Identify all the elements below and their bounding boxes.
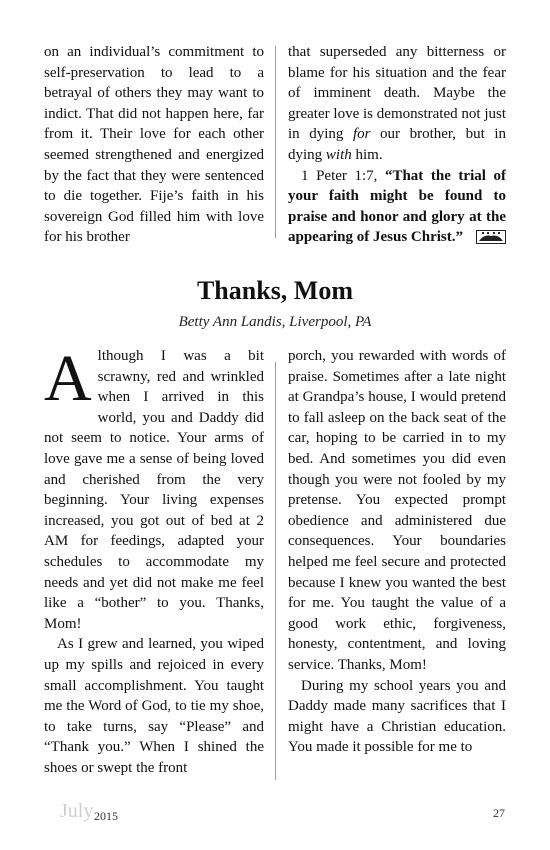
emphasis-with: with xyxy=(325,146,352,163)
article-paragraph-4: During my school years you and Daddy made many sacrifices that I might have a Christian education. You made it possible for me to xyxy=(288,677,506,756)
page-number: 27 xyxy=(493,806,505,820)
footer-month: July xyxy=(60,800,94,822)
top-right-column xyxy=(288,42,506,248)
continued-paragraph: on an individual’s commitment to self-preservation to lead to a betrayal of others they may want to indict. That did not happen here, far from it. Their love for each other seemed strengthened and energized by the fact that they were sentenced to die together. Fije’s faith in his sovereign God filled him with love for his brother xyxy=(44,44,264,246)
end-mark-icon xyxy=(476,230,506,244)
drop-cap: A xyxy=(44,342,92,415)
text-span: that superseded any bitterness or blame for his situation and the fear of imminent death. Maybe the greater love is demonstrated not just in dying xyxy=(288,44,506,143)
article-title: Thanks, Mom xyxy=(196,276,354,305)
article-paragraph-1 xyxy=(44,342,264,634)
top-left-column xyxy=(44,42,264,248)
article-right-column xyxy=(288,346,506,758)
article-paragraph-2: As I grew and learned, you wiped up my spills and rejoiced in every small accomplishment. You taught me the Word of God, to tie my shoe, to take turns, say “Please” and “Thank you.” When I shined the shoes or swept the front xyxy=(44,636,264,776)
article-byline: Betty Ann Landis, Liverpool, PA xyxy=(178,314,372,330)
text-span: our brother, but in dying xyxy=(288,126,506,163)
column-divider-bottom xyxy=(275,362,276,780)
column-divider-top xyxy=(275,46,276,238)
footer-year: 2015 xyxy=(94,809,118,823)
scripture-quote xyxy=(288,166,506,248)
article-paragraph-3: porch, you rewarded with words of praise. Sometimes after a late night at Grandpa’s house, I would pretend to fall asleep on the back seat of the car, hoping to be carried in to my bed. And sometimes you did even though you were not fooled by my pretense. You expected prompt obedience and administered due consequences. Your boundaries helped me feel secure and protected because I knew you wanted the best for me. You taught the value of a good work ethic, forgiveness, honesty, contentment, and loving service. Thanks, Mom! xyxy=(288,348,506,673)
verse-reference: 1 Peter 1:7, xyxy=(301,167,385,184)
text-span: lthough I was a bit scrawny, red and wrinkled when I arrived in this world, you and Daddy did not seem to notice. Your arms of love gave me a sense of being loved and cherished from the very beginning. Your living expenses increased, you got out of bed at 2 AM for feedings, adapted your schedules to accommodate my needs and yet did not make me feel like a “bother” to you. Thanks, Mom! xyxy=(44,348,264,632)
verse-text: “That the trial of your faith might be found to praise and honor and glory at the appearing of Jesus Christ.” xyxy=(288,167,506,246)
article-left-column xyxy=(44,342,264,778)
text-span: him. xyxy=(351,146,383,163)
emphasis-for: for xyxy=(352,126,371,143)
continued-paragraph-end xyxy=(288,42,506,166)
